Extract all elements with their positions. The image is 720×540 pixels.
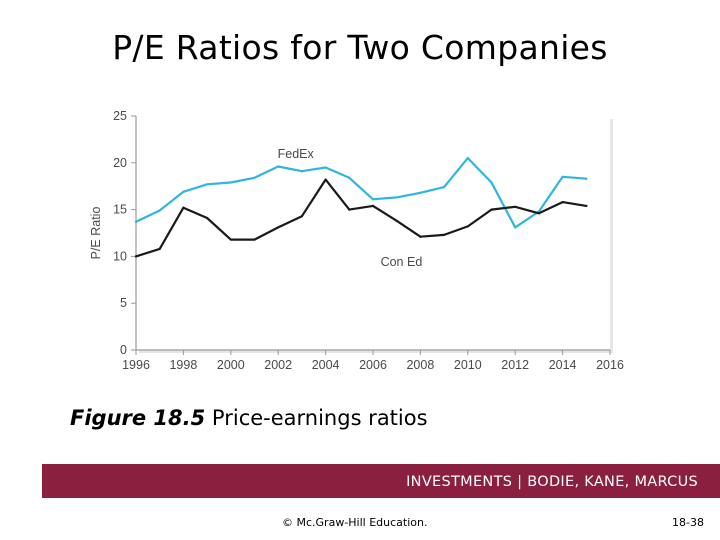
y-tick-label: 5 (120, 296, 127, 311)
series-label: Con Ed (380, 254, 423, 269)
copyright-text: © Mc.Graw-Hill Education. (282, 516, 428, 529)
slide-title: P/E Ratios for Two Companies (112, 28, 608, 67)
data-point (372, 198, 374, 200)
data-point (419, 236, 421, 238)
data-point (490, 181, 492, 183)
data-point (159, 209, 161, 211)
data-point (562, 201, 564, 203)
x-tick-label: 2014 (548, 358, 577, 372)
x-tick-label: 2002 (264, 358, 293, 372)
banner-text: INVESTMENTS | BODIE, KANE, MARCUS (406, 474, 698, 490)
data-point (585, 205, 587, 207)
data-point (396, 196, 398, 198)
data-point (277, 226, 279, 228)
figure-caption-text: Price-earnings ratios (205, 406, 428, 430)
data-point (206, 183, 208, 185)
y-tick-label: 15 (113, 202, 127, 217)
data-point (514, 206, 516, 208)
y-tick-label: 0 (120, 343, 127, 357)
data-point (230, 238, 232, 240)
x-tick-label: 1998 (169, 358, 198, 372)
x-tick-label: 2006 (359, 358, 387, 372)
data-point (253, 177, 255, 179)
data-point (277, 165, 279, 167)
footer-banner (42, 464, 720, 498)
data-point (135, 221, 137, 223)
page-number: 18-38 (672, 516, 704, 529)
x-tick-label: 2012 (501, 358, 530, 372)
data-point (325, 166, 327, 168)
data-point (585, 178, 587, 180)
data-point (325, 179, 327, 181)
data-point (182, 207, 184, 209)
data-point (206, 217, 208, 219)
data-point (538, 212, 540, 214)
figure-caption (70, 406, 428, 430)
pe-ratio-chart (82, 104, 638, 382)
x-tick-label: 2010 (453, 358, 482, 372)
x-tick-label: 2004 (311, 358, 340, 372)
data-point (467, 225, 469, 227)
y-axis-title: P/E Ratio (89, 206, 103, 260)
x-tick-label: 2008 (406, 358, 435, 372)
data-point (396, 220, 398, 222)
data-point (348, 177, 350, 179)
data-point (490, 209, 492, 211)
x-tick-label: 1996 (122, 358, 150, 372)
data-point (159, 248, 161, 250)
chart-svg (82, 104, 638, 382)
y-tick-label: 25 (113, 109, 127, 123)
data-point (135, 255, 137, 257)
data-point (419, 192, 421, 194)
x-tick-label: 2016 (596, 358, 624, 372)
series-label: FedEx (277, 147, 314, 162)
data-point (562, 176, 564, 178)
data-point (301, 215, 303, 217)
x-tick-label: 2000 (216, 358, 245, 372)
plot-area (136, 116, 610, 350)
data-point (372, 205, 374, 207)
y-tick-label: 20 (113, 155, 127, 170)
data-point (348, 209, 350, 211)
data-point (443, 186, 445, 188)
data-point (230, 181, 232, 183)
data-point (443, 234, 445, 236)
y-tick-label: 10 (113, 249, 127, 264)
data-point (301, 170, 303, 172)
data-point (467, 157, 469, 159)
data-point (253, 238, 255, 240)
data-point (514, 226, 516, 228)
figure-number: Figure 18.5 (70, 406, 206, 430)
data-point (182, 191, 184, 193)
